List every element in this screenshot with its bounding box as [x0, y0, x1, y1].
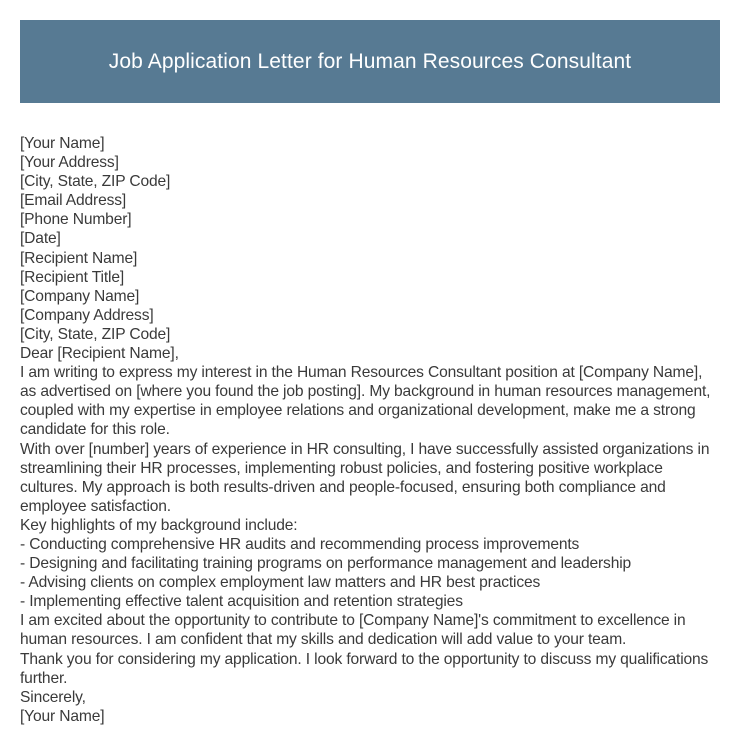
paragraph-excitement: I am excited about the opportunity to contribute to [Company Name]'s commitment to excellence in human resources. I am confident that my skills and dedication will add value to your team.	[20, 612, 686, 649]
recipient-title: [Recipient Title]	[20, 268, 125, 286]
recipient-block	[20, 249, 720, 344]
sender-name: [Your Name]	[20, 135, 105, 152]
recipient-name: [Recipient Name]	[20, 249, 138, 267]
recipient-company: [Company Name]	[20, 287, 140, 305]
paragraph-experience: With over [number] years of experience in HR consulting, I have successfully assisted organizations in streamlining their HR processes, implementing robust policies, and fostering positive workplace cultures. My approach is both results-driven and people-focused, ensuring both compliance and employee satisfaction.	[20, 440, 710, 515]
letter-body	[20, 134, 720, 726]
sender-address: [Your Address]	[20, 154, 119, 172]
sender-block	[20, 134, 720, 249]
salutation: Dear [Recipient Name],	[20, 345, 179, 363]
highlights-heading: Key highlights of my background include:	[20, 516, 298, 534]
page-title: Job Application Letter for Human Resources Consultant	[108, 49, 632, 73]
paragraph-thanks: Thank you for considering my application. I look forward to the opportunity to discuss my qualifications further.	[20, 650, 709, 687]
highlight-item: - Implementing effective talent acquisition and retention strategies	[20, 593, 463, 611]
highlight-item: - Conducting comprehensive HR audits and recommending process improvements	[20, 535, 580, 553]
highlights-list	[20, 535, 720, 611]
signature: [Your Name]	[20, 707, 105, 725]
recipient-city-state-zip: [City, State, ZIP Code]	[20, 325, 171, 343]
paragraph-intro: I am writing to express my interest in the Human Resources Consultant position at [Company Name], as advertised on [where you found the job posting]. My background in human resources management, coupled with my expertise in employee relations and organizational development, make me a strong candidate for this role.	[20, 364, 711, 439]
recipient-address: [Company Address]	[20, 306, 154, 324]
sender-city-state-zip: [City, State, ZIP Code]	[20, 173, 171, 191]
letter-date: [Date]	[20, 230, 61, 248]
sign-off: Sincerely,	[20, 688, 86, 706]
sender-email: [Email Address]	[20, 192, 127, 210]
highlight-item: - Designing and facilitating training programs on performance management and leadership	[20, 555, 632, 573]
sender-phone: [Phone Number]	[20, 211, 132, 229]
highlight-item: - Advising clients on complex employment law matters and HR best practices	[20, 574, 541, 592]
header-banner	[20, 20, 720, 103]
